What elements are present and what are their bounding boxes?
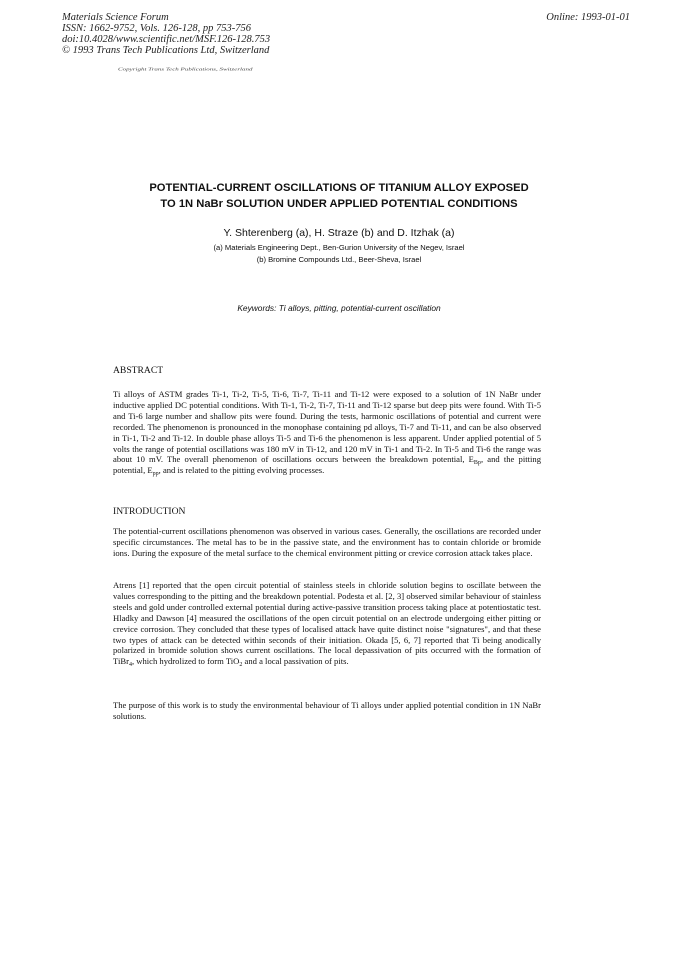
intro-paragraph-1: The potential-current oscillations phenomenon was observed in various cases. Generally, the oscillations are recorded under specific circumstances. The metal has to be in the passive state, and the environment has to contain chloride or bromide ions. During the exposure of the metal surface to the chemical environment pitting or crevice corrosion attack takes place.: [113, 526, 541, 558]
intro-paragraph-2: Atrens [1] reported that the open circuit potential of stainless steels in chloride solution begins to oscillate between the values corresponding to the pitting and the breakdown potential. Podesta et al. [2, 3] observed similar behaviour of stainless steels and gold under controlled external potential during active-passive transition process taking place at potentiostatic test. Hladky and Dawson [4] measured the oscillations of the open circuit potential on an electrode undergoing either pitting or crevice corrosion. They concluded that these types of localised attack have quite distinct noise "signatures", and that these two types of attack can be detected within seconds of their initiation. Okada [5, 6, 7] reported that Ti being anodically polarized in bromide solution shows current oscillations. The local depassivation of pits occurred with the formation of TiBr$_4$, which hydrolized to form TiO$_2$ and a local passivation of pits.: [113, 580, 541, 669]
title-line-1: POTENTIAL-CURRENT OSCILLATIONS OF TITANIUM ALLOY EXPOSED: [149, 182, 529, 194]
intro-paragraph-3: The purpose of this work is to study the environmental behaviour of Ti alloys under applied potential condition in 1N NaBr solutions.: [113, 700, 541, 721]
introduction-heading: INTRODUCTION: [113, 506, 186, 517]
paper-title: [0, 180, 678, 212]
authors: Y. Shterenberg (a), H. Straze (b) and D. Itzhak (a): [223, 227, 455, 239]
online-date: Online: 1993-01-01: [546, 12, 630, 23]
journal-name: Materials Science Forum: [62, 12, 169, 23]
journal-header: [62, 12, 270, 56]
copyright-line: © 1993 Trans Tech Publications Ltd, Switzerland: [62, 45, 270, 56]
affiliation-b: (b) Bromine Compounds Ltd., Beer-Sheva, Israel: [256, 255, 422, 264]
issn-line: ISSN: 1662-9752, Vols. 126-128, pp 753-756: [62, 23, 251, 34]
abstract-paragraph: Ti alloys of ASTM grades Ti-1, Ti-2, Ti-5, Ti-6, Ti-7, Ti-11 and Ti-12 were exposed to a solution of 1N NaBr under inductive applied DC potential conditions. With Ti-1, Ti-2, Ti-7, Ti-11 and Ti-12 sparse but deep pits were found. With Ti-5 and Ti-6 large number and shallow pits were found. During the tests, harmonic oscillations of potential and current were recorded. The phenomenon is pronounced in the monophase containing pd alloys, Ti-7 and Ti-11, and can be also observed in Ti-1, Ti-2 and Ti-12. In double phase alloys Ti-5 and Ti-6 the phenomenon is less apparent. Under applied potential of 5 volts the range of potential oscillations was 180 mV in Ti-12, and 120 mV in Ti-1 and Ti-2. In Ti-5 and Ti-6 the range was about 10 mV. The overall phenomenon of oscillations occurs between the breakdown potential, $E_{Bp}$, and the pitting potential, $E_{pp}$, and is related to the pitting evolving processes.: [113, 389, 541, 478]
faint-copyright-stamp: Copyright Trans Tech Publications, Switzerland: [118, 67, 253, 72]
affiliation-a: (a) Materials Engineering Dept., Ben-Gurion University of the Negev, Israel: [213, 243, 465, 252]
keywords: Keywords: Ti alloys, pitting, potential-current oscillation: [237, 303, 441, 313]
title-line-2: TO 1N NaBr SOLUTION UNDER APPLIED POTENTIAL CONDITIONS: [160, 198, 518, 210]
doi-line[interactable]: doi:10.4028/www.scientific.net/MSF.126-128.753: [62, 34, 271, 45]
abstract-heading: ABSTRACT: [113, 365, 164, 376]
